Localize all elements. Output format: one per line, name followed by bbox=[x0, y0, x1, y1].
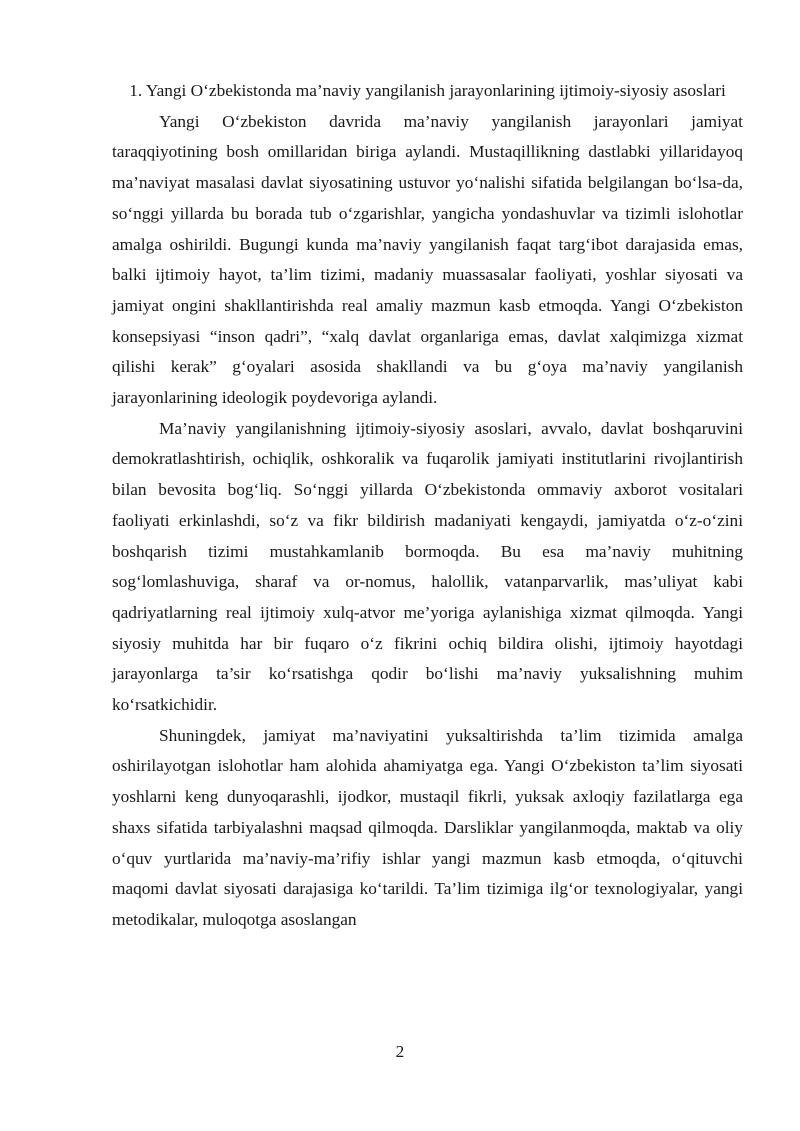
section-title: 1. Yangi O‘zbekistonda ma’naviy yangilanish jarayonlarining ijtimoiy-siyosiy asoslari bbox=[129, 81, 726, 100]
page-number: 2 bbox=[395, 1042, 405, 1061]
paragraph-1: Yangi O‘zbekiston davrida ma’naviy yangilanish jarayonlari jamiyat taraqqiyotining bosh omillaridan biriga aylandi. Mustaqillikning dastlabki yillaridayoq ma’naviyat masalasi davlat siyosatining ustuvor yo‘nalishi sifatida belgilangan bo‘lsa-da, so‘nggi yillarda bu borada tub o‘zgarishlar, yangicha yondashuvlar va tizimli islohotlar amalga oshirildi. Bugungi kunda ma’naviy yangilanish faqat targ‘ibot darajasida emas, balki ijtimoiy hayot, ta’lim tizimi, madaniy muassasalar faoliyati, yoshlar siyosati va jamiyat ongini shakllantirishda real amaliy mazmun kasb etmoqda. Yangi O‘zbekiston konsepsiyasi “inson qadri”, “xalq davlat organlariga emas, davlat xalqimizga xizmat qilishi kerak” g‘oyalari asosida shakllandi va bu g‘oya ma’naviy yangilanish jarayonlarining ideologik poydevoriga aylandi. bbox=[112, 111, 743, 408]
paragraph-2: Ma’naviy yangilanishning ijtimoiy-siyosiy asoslari, avvalo, davlat boshqaruvini demokratlashtirish, ochiqlik, oshkoralik va fuqarolik jamiyati institutlarini rivojlantirish bilan bevosita bog‘liq. So‘nggi yillarda O‘zbekistonda ommaviy axborot vositalari faoliyati erkinlashdi, so‘z va fikr bildirish madaniyati kengaydi, jamiyatda o‘z-o‘zini boshqarish tizimi mustahkamlanib bormoqda. Bu esa ma’naviy muhitning sog‘lomlashuviga, sharaf va or-nomus, halollik, vatanparvarlik, mas’uliyat kabi qadriyatlarning real ijtimoiy xulq-atvor me’yoriga aylanishiga xizmat qilmoqda. Yangi siyosiy muhitda har bir fuqaro o‘z fikrini ochiq bildira olishi, ijtimoiy hayotdagi jarayonlarga ta’sir ko‘rsatishga qodir bo‘lishi ma’naviy yuksalishning muhim ko‘rsatkichidir. bbox=[112, 418, 743, 715]
paragraph-3: Shuningdek, jamiyat ma’naviyatini yuksaltirishda ta’lim tizimida amalga oshirilayotgan islohotlar ham alohida ahamiyatga ega. Yangi O‘zbekiston ta’lim siyosati yoshlarni keng dunyoqarashli, ijodkor, mustaqil fikrli, yuksak axloqiy fazilatlarga ega shaxs sifatida tarbiyalashni maqsad qilmoqda. Darsliklar yangilanmoqda, maktab va oliy o‘quv yurtlarida ma’naviy-ma’rifiy ishlar yangi mazmun kasb etmoqda, o‘qituvchi maqomi davlat siyosati darajasiga ko‘tarildi. Ta’lim tizimiga ilg‘or texnologiyalar, yangi metodikalar, muloqotga asoslangan bbox=[112, 725, 743, 929]
